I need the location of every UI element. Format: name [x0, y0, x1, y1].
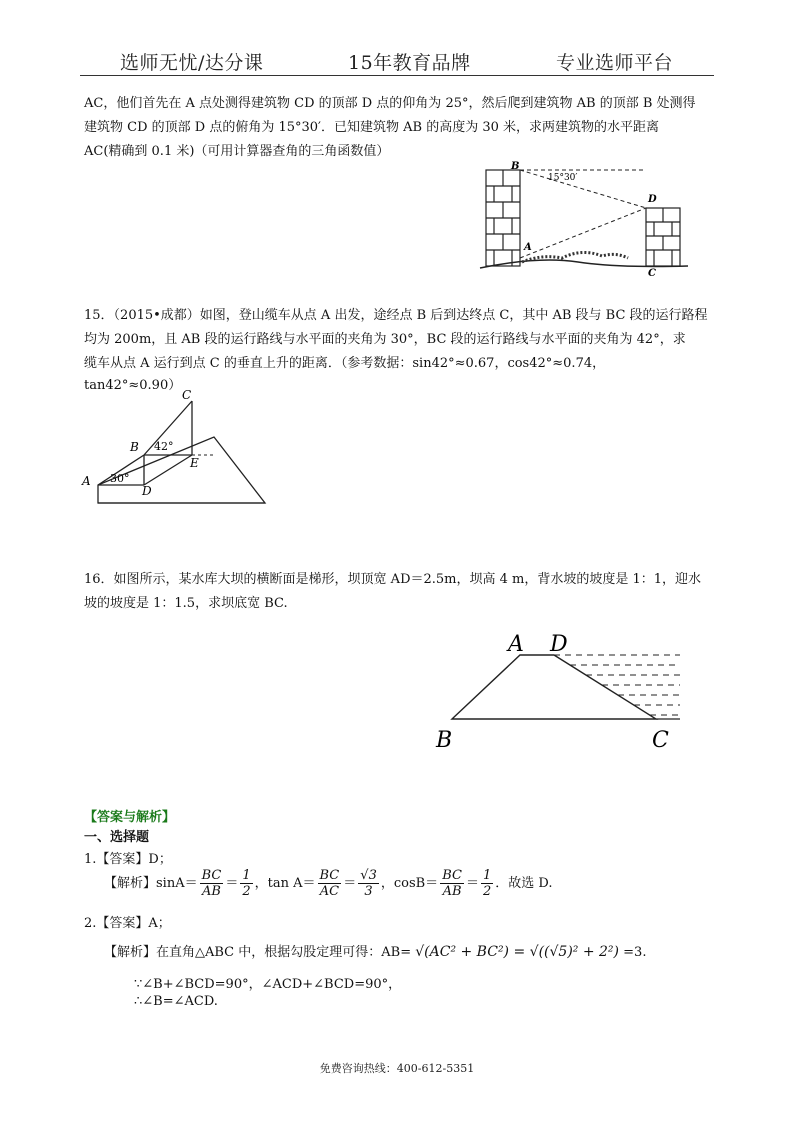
label-b: B: [511, 161, 520, 172]
fraction-bc-ac: $\frac{BC}{AC}$: [319, 868, 340, 899]
label-c: C: [652, 728, 669, 753]
answers-subtitle: 一、选择题: [84, 830, 150, 845]
label-d: D: [142, 484, 152, 498]
q16-line: 坡的坡度是 1：1.5，求坝底宽 BC.: [84, 596, 288, 611]
header-slogan: 15年教育品牌: [348, 52, 471, 74]
q15-cable-car-figure: [80, 385, 275, 515]
label-a: A: [524, 242, 532, 253]
building-ab: [486, 170, 520, 266]
footer-hotline: 免费咨询热线：400-612-5351: [319, 1062, 475, 1075]
fraction-bc-ab: $\frac{BC}{AB}$: [201, 868, 222, 899]
water-lines: [554, 655, 680, 715]
explanation-2-line3: ∴∠B=∠ACD.: [134, 994, 218, 1009]
answer-2: 2.【答案】A；: [84, 916, 171, 931]
elevation-sight-line: [520, 208, 646, 258]
mountain-outline: [98, 437, 265, 503]
label-a: A: [82, 474, 91, 488]
q15-text: [84, 304, 708, 396]
q15-line: 15．（2015•成都）如图，登山缆车从点 A 出发，途经点 B 后到达终点 C，其中 AB 段与 BC 段的运行路程: [84, 308, 708, 323]
fraction-one-half-2: $\frac{1}{2}$: [482, 868, 492, 899]
q15-line: 均为 200m，且 AB 段的运行路线与水平面的夹角为 30°，BC 段的运行路线与水平面的夹角为 42°，求: [84, 332, 686, 347]
fraction-one-half: $\frac{1}{2}$: [242, 868, 251, 899]
header-divider: [80, 75, 714, 76]
q14-line: 建筑物 CD 的顶部 D 点的俯角为 15°30′．已知建筑物 AB 的高度为 30 米，求两建筑物的水平距离: [84, 120, 660, 135]
q14-buildings-figure: [478, 158, 698, 283]
angle-42: 42°: [154, 440, 174, 453]
building-cd: [646, 208, 680, 266]
q15-line: tan42°≈0.90）: [84, 378, 182, 393]
explanation-1-prefix: 【解析】sinA＝: [104, 876, 198, 891]
label-c: C: [648, 268, 656, 279]
label-d: D: [648, 194, 657, 205]
label-d: D: [550, 632, 568, 657]
ground-line: [480, 260, 688, 268]
label-b: B: [130, 440, 139, 454]
explanation-2-line2: ∵∠B+∠BCD=90°，∠ACD+∠BCD=90°，: [134, 977, 402, 992]
angle-label: 15°30′: [548, 173, 578, 183]
q16-dam-figure: [430, 625, 690, 755]
q14-line: AC(精确到 0.1 米)（可用计算器查角的三角函数值）: [84, 144, 390, 159]
header-brand: 选师无忧/达分课: [120, 52, 264, 74]
q16-line: 16．如图所示，某水库大坝的横断面是梯形，坝顶宽 AD＝2.5m，坝高 4 m，背水坡的坡度是 1：1，迎水: [84, 572, 702, 587]
fraction-bc-ab-2: $\frac{BC}{AB}$: [442, 868, 462, 899]
pythagoras-expression: √(AC² + BC²) = √((√5)² + 2²): [415, 944, 620, 960]
header-platform: 专业选师平台: [556, 52, 674, 74]
label-b: B: [436, 728, 453, 753]
q14-line: AC，他们首先在 A 点处测得建筑物 CD 的顶部 D 点的仰角为 25°，然后爬到建筑物 AB 的顶部 B 处测得: [84, 96, 696, 111]
q14-text: [84, 92, 704, 164]
explanation-2: 【解析】在直角△ABC 中，根据勾股定理可得：AB= √(AC² + BC²) = √((√5)² + 2²) =3.: [104, 944, 647, 960]
q15-line: 缆车从点 A 运行到点 C 的垂直上升的距离．（参考数据：sin42°≈0.67，cos42°≈0.74，: [84, 356, 606, 371]
answer-1: 1.【答案】D；: [84, 852, 172, 867]
q16-text: [84, 568, 704, 616]
fraction-root3-3: $\frac{√3}{3}$: [360, 868, 377, 899]
answers-section-title: 【答案与解析】: [84, 810, 176, 825]
depression-sight-line: [520, 170, 646, 208]
label-a: A: [508, 632, 524, 657]
angle-30: 30°: [110, 472, 130, 485]
label-c: C: [182, 388, 192, 402]
explanation-1: 【解析】sinA＝ $\frac{BC}{AB}$ ＝ $\frac{1}{2}$ ，tan A＝ $\frac{BC}{AC}$ ＝ $\frac{√3}{3}$ ，cosB＝ $\frac{BC}{AB}$ ＝ $\frac{1}{2}$ ．故选 D.: [104, 868, 553, 899]
label-e: E: [190, 456, 199, 470]
